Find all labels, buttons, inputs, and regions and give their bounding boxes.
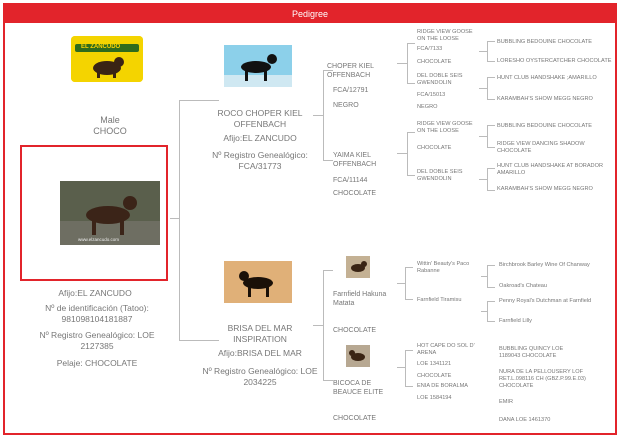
subject-sex: Male	[100, 115, 120, 125]
g4-6-name: Farnfield Tiramisu	[417, 297, 462, 303]
g5-1: BUBBLING BEDOUINE CHOCOLATE	[497, 39, 593, 45]
g5-9: Birchbrook Barley Wine Of Chanway	[499, 262, 590, 268]
g4-7-reg: LOE 1341121	[417, 361, 452, 367]
sire-name: ROCO CHOPER KIEL OFFENBACH	[217, 108, 303, 129]
g5-11: Penny Royal's Dutchman at Farnfield	[499, 298, 592, 304]
subject-id: Nº de identificación (Tatoo): 981098104181887	[45, 303, 149, 324]
g4-7-coat: CHOCOLATE	[417, 373, 452, 379]
g3-3-coat: CHOCOLATE	[333, 327, 377, 334]
g4-8-reg: LOE 1584194	[417, 395, 452, 401]
g3-4-photo	[346, 345, 370, 367]
g3-2-name: YAIMA KIEL OFFENBACH	[333, 152, 377, 168]
g3-2-coat: CHOCOLATE	[333, 190, 377, 197]
g4-3-coat: CHOCOLATE	[417, 145, 452, 151]
g4-2-name: DEL DOBLE SEIS GWENDOLIN	[417, 73, 463, 86]
g3-3-photo	[346, 256, 370, 278]
g4-7-name: HOT CAPE DO SOL D' ARENA	[417, 343, 475, 356]
g3-4-name: BICOCA DE BEAUCE ELITE	[333, 380, 384, 396]
subject-registry: Nº Registro Genealógico: LOE 2127385	[39, 330, 155, 351]
g5-2: LORESHO OYSTERCATCHER CHOCOLATE	[497, 58, 612, 64]
g5-4: KARAMBAH'S SHOW MEGG NEGRO	[497, 96, 593, 102]
sire-affix: Afijo:EL ZANCUDO	[223, 133, 297, 143]
kennel-logo	[71, 36, 143, 82]
g3-3-name: Farnfield Hakuna Matata	[333, 291, 387, 307]
g3-4-coat: CHOCOLATE	[333, 415, 377, 422]
photo-caption: www.elzancudo.com	[78, 237, 120, 242]
sire-registry: Nº Registro Genealógico: FCA/31773	[212, 150, 308, 171]
g5-13: BUBBLING QUINCY LOE 1189043 CHOCOLATE	[499, 346, 564, 359]
dam-name: BRISA DEL MAR INSPIRATION	[227, 323, 293, 344]
g5-14: NURA DE LA PELLOUSERY LOF RET.L.098116 CH (GBZ.P.99.E.03) CHOCOLATE	[499, 369, 586, 389]
g4-5-name: Wittin' Beauty's Paco Rabanne	[417, 261, 470, 274]
g3-1-coat: NEGRO	[333, 102, 359, 109]
subject-photo	[60, 181, 160, 245]
g4-1-name: RIDGE VIEW GOOSE ON THE LOOSE	[417, 29, 473, 42]
subject-photo-frame	[20, 145, 168, 281]
g5-8: KARAMBAH'S SHOW MEGG NEGRO	[497, 186, 593, 192]
g5-7: HUNT CLUB HANDSHAKE AT BORADOR AMARILLO	[497, 163, 603, 176]
logo-text: EL ZANCUDO	[81, 44, 121, 50]
g4-1-reg: FCA/7133	[417, 46, 443, 52]
g3-1-reg: FCA/12791	[333, 87, 369, 94]
g3-1-name: CHOPER KIEL OFFENBACH	[327, 63, 374, 79]
g5-12: Farnfield Lilly	[499, 318, 532, 324]
g4-8-name: ENIA DE BORALMA	[417, 383, 468, 389]
subject-name: CHOCO	[93, 126, 127, 136]
pedigree-frame	[3, 3, 617, 435]
g5-10: Oakroad's Chateau	[499, 283, 548, 289]
g5-6: RIDGE VIEW DANCING SHADOW CHOCOLATE	[497, 141, 585, 154]
g5-5: BUBBLING BEDOUINE CHOCOLATE	[497, 123, 593, 129]
g4-1-coat: CHOCOLATE	[417, 59, 452, 65]
g5-15: EMIR	[499, 399, 513, 405]
g5-3: HUNT CLUB HANDSHAKE ;AMARILLO	[497, 75, 597, 81]
dam-affix: Afijo:BRISA DEL MAR	[218, 348, 302, 358]
sire-photo	[224, 45, 292, 87]
g4-3-name: RIDGE VIEW GOOSE ON THE LOOSE	[417, 121, 473, 134]
g3-2-reg: FCA/11144	[333, 177, 368, 184]
g4-4-name: DEL DOBLE SEIS GWENDOLIN	[417, 169, 463, 182]
header-title: Pedigree	[5, 5, 615, 23]
g5-16: DANA LOE 1461370	[499, 417, 551, 423]
subject-coat: Pelaje: CHOCOLATE	[56, 358, 138, 368]
g4-2-coat: NEGRO	[417, 104, 438, 110]
subject-affix: Afijo:EL ZANCUDO	[58, 288, 132, 298]
g4-2-reg: FCA/15013	[417, 92, 446, 98]
dam-registry: Nº Registro Genealógico: LOE 2034225	[202, 366, 318, 387]
dam-photo	[224, 261, 292, 303]
